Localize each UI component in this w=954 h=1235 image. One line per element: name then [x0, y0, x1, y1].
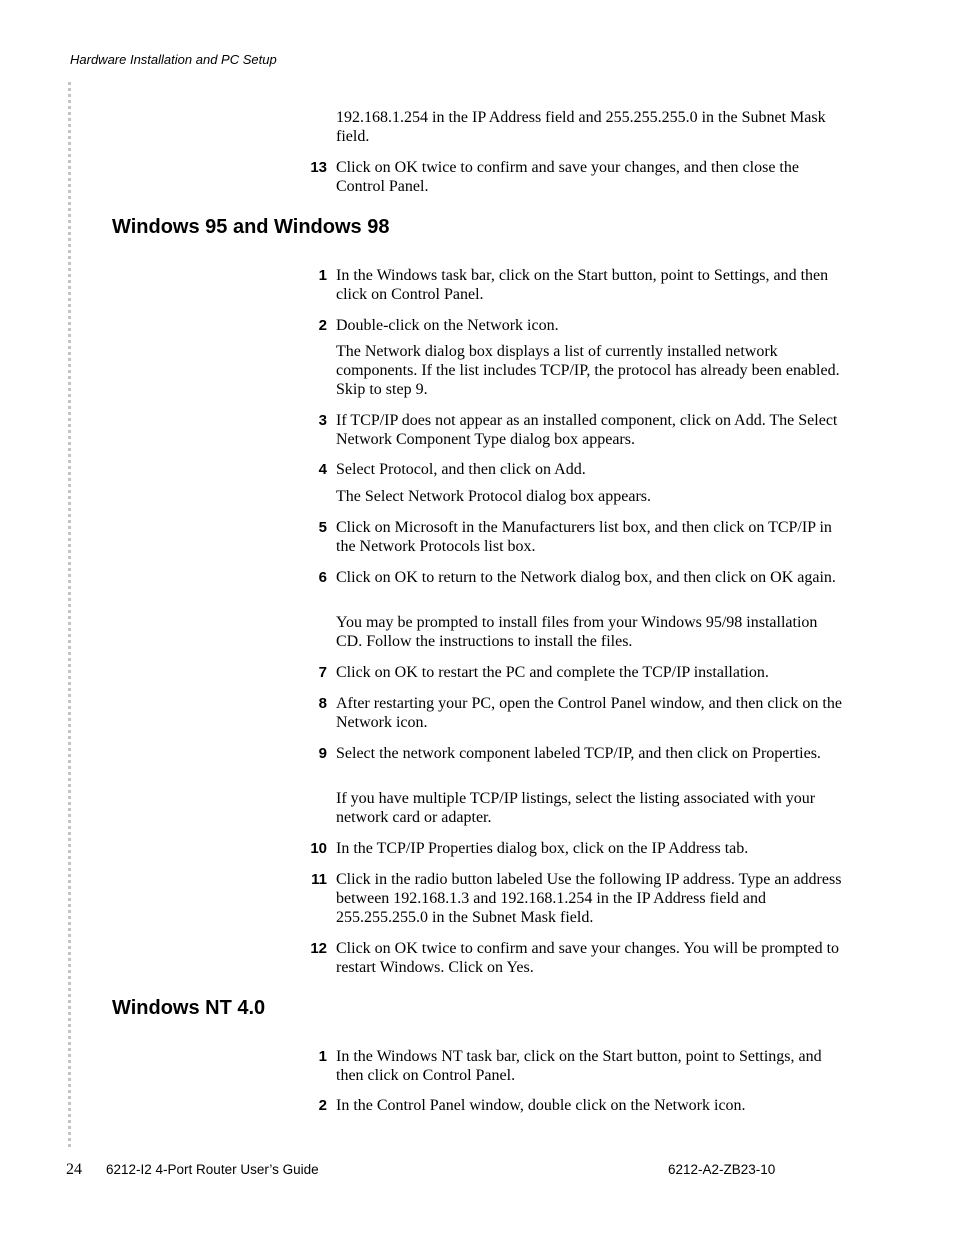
step-number: 5: [318, 519, 327, 536]
step-text: Click in the radio button labeled Use the following IP address. Type an address between 192.168.1.3 and 192.168.1.254 in the IP Address field and 255.255.255.0 in the Subnet Mask field.: [336, 871, 842, 926]
step-number: 6: [318, 569, 327, 586]
continuation-paragraph: 192.168.1.254 in the IP Address field and 255.255.255.0 in the Subnet Mask field.: [336, 109, 826, 145]
win9x-note-step-2: The Network dialog box displays a list of currently installed network components. If the list includes TCP/IP, the protocol has already been enabled. Skip to step 9.: [336, 343, 840, 398]
step-text: Click on OK to restart the PC and complete the TCP/IP installation.: [336, 664, 769, 681]
page-number: 24: [66, 1161, 82, 1178]
footer-document-number: 6212-A2-ZB23-10: [668, 1162, 776, 1177]
step-number: 2: [318, 317, 327, 334]
step-number: 12: [310, 940, 327, 957]
step-text: Click on Microsoft in the Manufacturers list box, and then click on TCP/IP in the Network Protocols list box.: [336, 519, 832, 555]
step-number: 9: [318, 745, 327, 762]
step-number: 2: [318, 1097, 327, 1114]
win9x-note-step-4: The Select Network Protocol dialog box appears.: [336, 488, 652, 505]
step-number: 1: [318, 267, 327, 284]
running-header: Hardware Installation and PC Setup: [70, 52, 277, 67]
step-text: After restarting your PC, open the Control Panel window, and then click on the Network icon.: [336, 695, 842, 731]
step-text: In the TCP/IP Properties dialog box, click on the IP Address tab.: [336, 840, 749, 857]
step-number: 7: [318, 664, 327, 681]
step-number: 10: [310, 840, 327, 857]
step-number: 1: [318, 1048, 327, 1065]
footer-guide-title: 6212-I2 4-Port Router User’s Guide: [106, 1162, 319, 1177]
step-number: 4: [318, 461, 327, 478]
step-text: Select Protocol, and then click on Add.: [336, 461, 586, 478]
margin-dotted-rule: [68, 82, 71, 1147]
step-text: Click on OK twice to confirm and save your changes. You will be prompted to restart Windows. Click on Yes.: [336, 940, 840, 976]
heading-windows-nt-4: Windows NT 4.0: [112, 997, 266, 1019]
win9x-note-step-9: If you have multiple TCP/IP listings, select the listing associated with your network card or adapter.: [336, 790, 816, 826]
step-text: Click on OK to return to the Network dialog box, and then click on OK again.: [336, 569, 836, 586]
step-text: Double-click on the Network icon.: [336, 317, 559, 334]
step-number: 13: [310, 159, 327, 176]
step-text: In the Control Panel window, double click on the Network icon.: [336, 1097, 746, 1114]
win9x-note-step-6: You may be prompted to install files from your Windows 95/98 installation CD. Follow the instructions to install the files.: [336, 614, 818, 650]
step-number: 3: [318, 412, 327, 429]
step-number: 11: [311, 871, 327, 888]
step-text: Click on OK twice to confirm and save your changes, and then close the Control Panel.: [336, 159, 799, 195]
step-text: If TCP/IP does not appear as an installed component, click on Add. The Select Network Component Type dialog box appears.: [336, 412, 838, 448]
step-text: In the Windows task bar, click on the Start button, point to Settings, and then click on Control Panel.: [336, 267, 829, 303]
step-text: In the Windows NT task bar, click on the Start button, point to Settings, and then click on Control Panel.: [336, 1048, 822, 1084]
heading-windows-95-98: Windows 95 and Windows 98: [112, 216, 390, 238]
step-text: Select the network component labeled TCP/IP, and then click on Properties.: [336, 745, 821, 762]
step-number: 8: [318, 695, 327, 712]
